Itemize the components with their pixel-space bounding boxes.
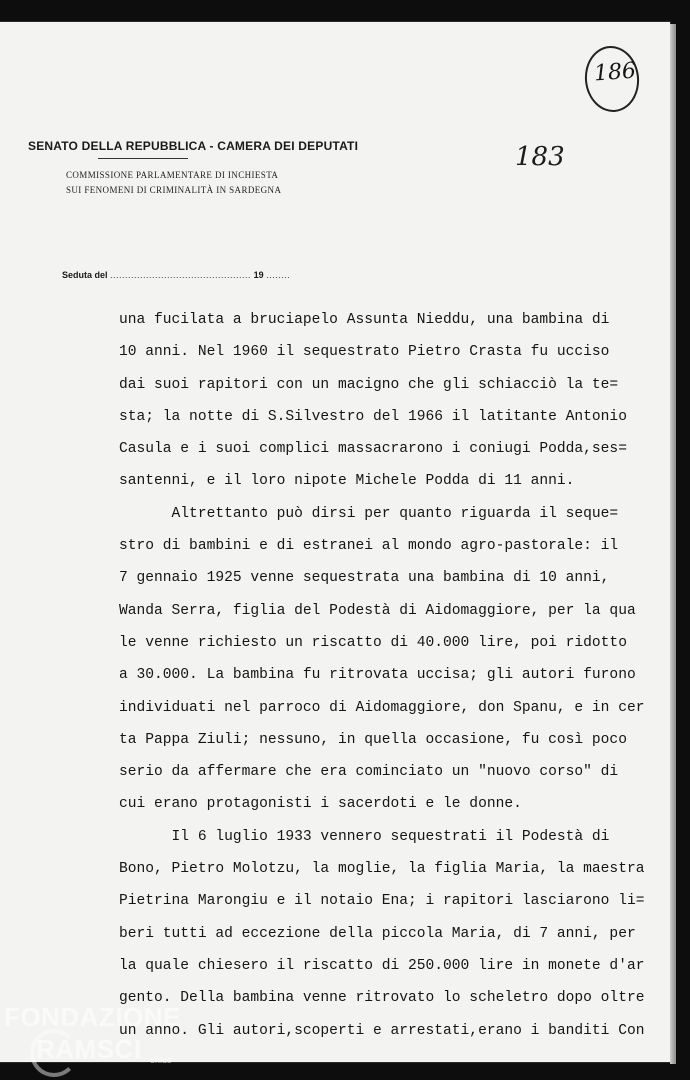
body-line: 10 anni. Nel 1960 il sequestrato Pietro Crasta fu ucciso: [119, 344, 610, 361]
body-line: Pietrina Marongiu e il notaio Ena; i rapitori lasciarono li=: [119, 893, 645, 910]
session-year-prefix: 19: [253, 270, 264, 280]
typewritten-body: [119, 304, 645, 1047]
body-line: Wanda Serra, figlia del Podestà di Aidomaggiore, per la qua: [119, 602, 636, 619]
body-line: la quale chiesero il riscatto di 250.000 lire in monete d'ar: [119, 957, 645, 974]
header-subtitle-line1: COMMISSIONE PARLAMENTARE DI INCHIESTA: [66, 170, 279, 180]
header-divider: [98, 158, 188, 159]
header-title: SENATO DELLA REPUBBLICA - CAMERA DEI DEPUTATI: [28, 139, 359, 153]
watermark-line2: RAMSCI: [36, 1034, 142, 1064]
body-line: gento. Della bambina venne ritrovato lo scheletro dopo oltre: [119, 990, 645, 1007]
handwritten-folio-number: 183: [515, 142, 565, 172]
body-line: Bono, Pietro Molotzu, la moglie, la figlia Maria, la maestra: [119, 861, 645, 878]
body-line: serio da affermare che era cominciato un "nuovo corso" di: [119, 764, 619, 781]
body-line: stro di bambini e di estranei al mondo agro-pastorale: il: [119, 538, 619, 555]
header-subtitle-line2: SUI FENOMENI DI CRIMINALITÀ IN SARDEGNA: [66, 185, 282, 195]
body-line: una fucilata a bruciapelo Assunta Nieddu, una bambina di: [119, 312, 610, 328]
body-line: dai suoi rapitori con un macigno che gli schiacciò la te=: [119, 376, 619, 393]
session-date-blank: ...............................................: [110, 270, 252, 280]
session-date-line: [62, 270, 290, 280]
session-label: Seduta del: [62, 270, 108, 280]
body-line: ta Pappa Ziuli; nessuno, in quella occasione, fu così poco: [119, 731, 627, 748]
body-line: santenni, e il loro nipote Michele Podda di 11 anni.: [119, 473, 575, 490]
body-line: sta; la notte di S.Silvestro del 1966 il latitante Antonio: [119, 408, 627, 425]
watermark-line1: FONDAZIONE: [4, 1002, 181, 1032]
body-line: le venne richiesto un riscatto di 40.000 lire, poi ridotto: [119, 634, 627, 651]
body-line: cui erano protagonisti i sacerdoti e le donne.: [119, 796, 522, 813]
session-year-blank: ........: [266, 270, 291, 280]
document-page: [0, 22, 670, 1062]
body-line: Altrettanto può dirsi per quanto riguarda il seque=: [119, 505, 619, 522]
body-line: 7 gennaio 1925 venne sequestrata una bambina di 10 anni,: [119, 570, 610, 587]
body-line: a 30.000. La bambina fu ritrovata uccisa; gli autori furono: [119, 667, 636, 684]
archive-stamp-number: 186: [593, 58, 637, 87]
page-edge: [670, 24, 676, 1064]
body-line: beri tutti ad eccezione della piccola Maria, di 7 anni, per: [119, 925, 636, 942]
body-line: un anno. Gli autori,scoperti e arrestati,erano i banditi Con: [119, 1022, 645, 1039]
body-line: individuati nel parroco di Aidomaggiore, don Spanu, e in cer: [119, 699, 645, 716]
body-line: Casula e i suoi complici massacrarono i coniugi Podda,ses=: [119, 441, 627, 458]
body-line: Il 6 luglio 1933 vennero sequestrati il Podestà di: [119, 828, 610, 845]
watermark-suffix: onlus: [150, 1055, 172, 1065]
